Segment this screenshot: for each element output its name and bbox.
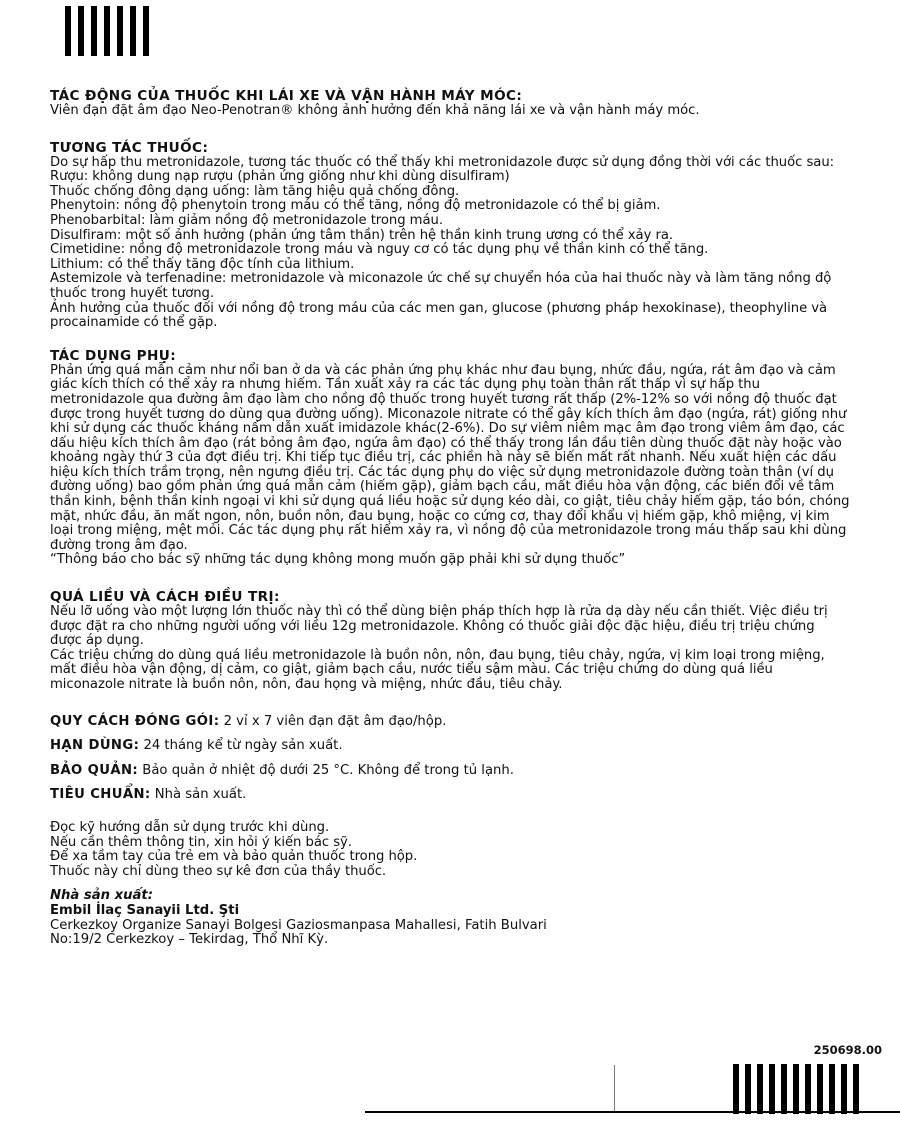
barcode-bar <box>805 1064 811 1114</box>
paragraph: Phản ứng quá mẫn cảm như nổi ban ở da và các phản ứng phụ khác như đau bụng, nhức đầu, ngứa, rát âm đạo và cảm giác kích thích có thể xảy ra nhưng hiếm. Tần xuất xảy ra các tác dụng phụ toàn thân rất thấp vì sự hấp thu metronidazole qua đường âm đạo làm cho nồng độ thuốc trong huyết tương rất thấp (2%-12% so với nồng độ thuốc đạt được trong huyết tương do dùng qua đường uống). Miconazole nitrate có thể gây kích thích âm đạo (ngứa, rát) giống như khi sử dụng các thuốc kháng nấm dẫn xuất imidazole khác(2-6%). Do sự viêm niêm mạc âm đạo trong viêm âm đạo, các dấu hiệu kích thích âm đạo (rát bỏng âm đạo, ngứa âm đạo) có thể thấy trong lần đầu tiên dùng thuốc đặt này hoặc vào khoảng ngày thứ 3 của đợt điều trị. Khi tiếp tục điều trị, các phiền hà này sẽ biến mất rất nhanh. Nếu xuất hiện các dấu hiệu kích thích trầm trọng, nên ngưng điều trị. Các tác dụng phụ do việc sử dụng metronidazole đường toàn thân (ví dụ đường uống) bao gồm phản ứng quá mẫn cảm (hiếm gặp), giảm bạch cầu, mất điều hòa vận động, các biến đổi về tâm thần kinh, bệnh thần kinh ngoại vi khi sử dụng quá liều hoặc sử dụng kéo dài, co giật, tiêu chảy hiếm gặp, táo bón, chóng mặt, nhức đầu, ăn mất ngon, nôn, buồn nôn, đau bụng, hoặc co cứng cơ, thay đổi khẩu vị hiếm gặp, khô miệng, vị kim loại trong miệng, mệt mỏi. Các tác dụng phụ rất hiếm xảy ra, vì nồng độ của metronidazole trong máu thấp sau khi dùng đường trong âm đạo. <box>50 362 850 553</box>
section-title: TƯƠNG TÁC THUỐC: <box>50 139 209 156</box>
barcode-bar <box>91 6 97 56</box>
paragraph: Rượu: không dung nạp rượu (phản ứng giống như khi dùng disulfiram) <box>50 169 510 185</box>
manufacturer-address: Cerkezkoy Organize Sanayi Bolgesi Gaziosmanpasa Mahallesi, Fatih Bulvari <box>50 917 547 933</box>
leaflet-content <box>50 89 850 948</box>
section-title: QUÁ LIỀU VÀ CÁCH ĐIỀU TRỊ: <box>50 589 280 606</box>
spec-value: 2 vỉ x 7 viên đạn đặt âm đạo/hộp. <box>219 713 447 729</box>
barcode-bar <box>841 1064 847 1114</box>
spec-packaging <box>50 715 850 730</box>
barcode-bar <box>130 6 136 56</box>
barcode-bar <box>853 1064 859 1114</box>
paragraph: Do sự hấp thu metronidazole, tương tác thuốc có thể thấy khi metronidazole được sử dụng đồng thời với các thuốc sau: <box>50 154 835 170</box>
barcode-bar <box>757 1064 763 1114</box>
spec-storage <box>50 764 850 779</box>
paragraph: Cimetidine: nồng độ metronidazole trong máu và nguy cơ có tác dụng phụ về thần kinh có thể tăng. <box>50 242 709 258</box>
barcode-bar <box>143 6 149 56</box>
paragraph: Thuốc chống đông dạng uống: làm tăng hiệu quả chống đông. <box>50 183 460 199</box>
spec-expiry <box>50 739 850 754</box>
manufacturer-block <box>50 889 850 947</box>
section-overdose <box>50 590 850 693</box>
section-driving <box>50 89 850 119</box>
manufacturer-heading: Nhà sản xuất: <box>50 888 154 904</box>
paragraph: Phenytoin: nồng độ phenytoin trong máu có thể tăng, nồng độ metronidazole có thể bị giảm. <box>50 198 661 214</box>
section-title: TÁC ĐỘNG CỦA THUỐC KHI LÁI XE VÀ VẬN HÀNH MÁY MÓC: <box>50 88 523 104</box>
paragraph: Nếu lỡ uống vào một lượng lớn thuốc này thì có thể dùng biện pháp thích hợp là rửa dạ dày nếu cần thiết. Việc điều trị được đặt ra cho những người uống với liều 12g metronidazole. Không có thuốc giải độc đặc hiệu, điều trị triệu chứng được áp dụng. <box>50 604 828 649</box>
barcode-bar <box>65 6 71 56</box>
advice-line: Nếu cần thêm thông tin, xin hỏi ý kiến bác sỹ. <box>50 834 352 850</box>
advice-block <box>50 821 850 879</box>
barcode-bar <box>829 1064 835 1114</box>
paragraph: Viên đạn đặt âm đạo Neo-Penotran® không ảnh hưởng đến khả năng lái xe và vận hành máy móc. <box>50 103 700 118</box>
section-side-effects <box>50 349 850 568</box>
divider <box>365 1111 900 1113</box>
advice-line: Thuốc này chỉ dùng theo sự kê đơn của thầy thuốc. <box>50 863 387 879</box>
spec-label: HẠN DÙNG: <box>50 738 140 754</box>
barcode-bottom <box>733 1064 859 1114</box>
barcode-bar <box>104 6 110 56</box>
barcode-bar <box>733 1064 739 1114</box>
manufacturer-name: Embil İlaç Sanayii Ltd. Şti <box>50 902 240 918</box>
paragraph: Phenobarbital: làm giảm nồng độ metronidazole trong máu. <box>50 212 443 228</box>
document-code: 250698.00 <box>813 1043 882 1057</box>
barcode-top <box>65 6 149 56</box>
manufacturer-address: No:19/2 Cerkezkoy – Tekirdag, Thổ Nhĩ Kỳ. <box>50 932 329 948</box>
paragraph: “Thông báo cho bác sỹ những tác dụng không mong muốn gặp phải khi sử dụng thuốc” <box>50 552 626 568</box>
spec-value: Bảo quản ở nhiệt độ dưới 25 °C. Không để trong tủ lạnh. <box>138 762 514 778</box>
section-title: TÁC DỤNG PHỤ: <box>50 347 177 364</box>
paragraph: Astemizole và terfenadine: metronidazole và miconazole ức chế sự chuyển hóa của hai thuốc này và làm tăng nồng độ thuốc trong huyết tương. <box>50 271 832 301</box>
barcode-bar <box>769 1064 775 1114</box>
barcode-bar <box>817 1064 823 1114</box>
spec-label: QUY CÁCH ĐÓNG GÓI: <box>50 713 220 729</box>
spec-value: Nhà sản xuất. <box>150 787 247 803</box>
spec-standard <box>50 788 850 803</box>
spec-label: TIÊU CHUẨN: <box>50 787 151 803</box>
spec-label: BẢO QUẢN: <box>50 762 139 778</box>
paragraph: Disulfiram: một số ảnh hưởng (phản ứng tâm thần) trên hệ thần kinh trung ương có thể xảy ra. <box>50 227 674 243</box>
section-interactions <box>50 141 850 331</box>
barcode-bar <box>793 1064 799 1114</box>
divider <box>614 1065 615 1113</box>
barcode-bar <box>117 6 123 56</box>
barcode-bar <box>78 6 84 56</box>
paragraph: Các triệu chứng do dùng quá liều metronidazole là buồn nôn, nôn, đau bụng, tiêu chảy, ngứa, vị kim loại trong miệng, mất điều hòa vận động, dị cảm, co giật, giảm bạch cầu, nước tiểu sậm màu. Các triệu chứng do dùng quá liều miconazole nitrate là buồn nôn, nôn, đau họng và miệng, nhức đầu, tiêu chảy. <box>50 647 825 692</box>
spec-value: 24 tháng kể từ ngày sản xuất. <box>139 738 343 754</box>
advice-line: Để xa tầm tay của trẻ em và bảo quản thuốc trong hộp. <box>50 849 418 865</box>
paragraph: Ảnh hưởng của thuốc đối với nồng độ trong máu của các men gan, glucose (phương pháp hexokinase), theophyline và procainamide có thể gặp. <box>50 300 828 331</box>
advice-line: Đọc kỹ hướng dẫn sử dụng trước khi dùng. <box>50 819 330 835</box>
barcode-bar <box>781 1064 787 1114</box>
paragraph: Lithium: có thể thấy tăng độc tính của lithium. <box>50 256 355 272</box>
barcode-bar <box>745 1064 751 1114</box>
